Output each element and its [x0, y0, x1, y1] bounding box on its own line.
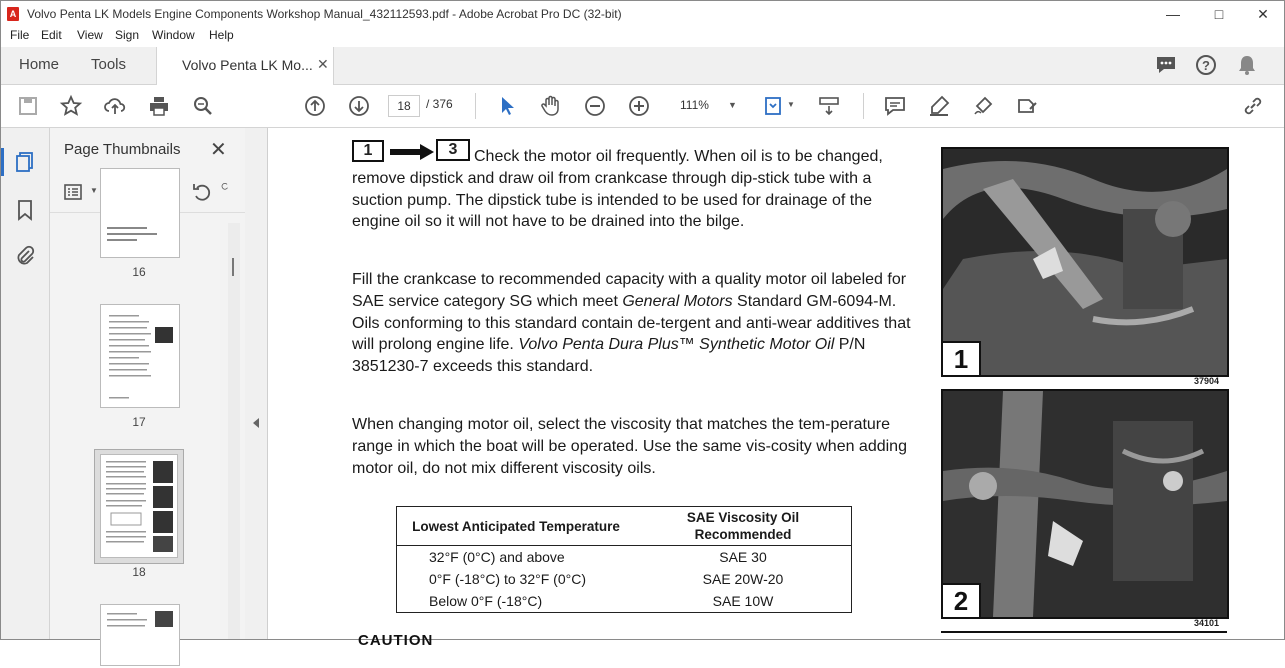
scrollbar-thumb[interactable]: [232, 258, 234, 276]
comment-icon[interactable]: [883, 94, 907, 118]
thumbnail-page[interactable]: [100, 168, 180, 258]
table-row: [397, 568, 852, 590]
save-icon[interactable]: [16, 94, 40, 118]
table-cell: 32°F (0°C) and above: [429, 549, 565, 565]
fit-page-icon[interactable]: [761, 94, 785, 118]
bookmark-star-icon[interactable]: [59, 94, 83, 118]
chevron-down-icon[interactable]: ▼: [90, 186, 98, 195]
minimize-icon[interactable]: —: [1166, 6, 1180, 22]
notification-bell-icon[interactable]: [1235, 53, 1259, 77]
toolbar-divider: [863, 93, 864, 119]
panel-title: Page Thumbnails: [64, 141, 181, 158]
table-cell: SAE 30: [719, 549, 767, 565]
engine-photo: [941, 389, 1229, 619]
paragraph-oil-spec: [352, 269, 912, 378]
photo-caption: 37904: [1194, 376, 1220, 386]
maximize-icon[interactable]: □: [1214, 6, 1224, 22]
comment-icon[interactable]: [1154, 53, 1178, 77]
engine-photo: [941, 147, 1229, 377]
rotate-cw-icon[interactable]: [220, 180, 230, 204]
para-text: P/N 3851230-7 exceeds this standard.: [352, 336, 866, 376]
para-text: Fill the crankcase to recommended capacity with a quality motor oil labeled for SAE service category SG which meet: [352, 271, 907, 310]
table-header-cell: SAE Viscosity Oil Recommended: [635, 507, 852, 546]
tab-document-label: Volvo Penta LK Mo...: [182, 57, 313, 73]
svg-text:?: ?: [1202, 58, 1210, 73]
page-total: / 376: [426, 97, 453, 111]
active-indicator: [1, 148, 4, 176]
title-bar: [1, 1, 1284, 27]
photo-number: 2: [943, 583, 981, 617]
zoom-in-icon[interactable]: [627, 94, 651, 118]
thumbnail-label: 18: [132, 565, 146, 579]
navigation-rail: [1, 128, 50, 639]
window-title: Volvo Penta LK Models Engine Components Workshop Manual_432112593.pdf - Adobe Acrobat Pro DC (32-bit): [27, 7, 622, 21]
fit-dropdown-icon[interactable]: ▼: [787, 100, 795, 109]
select-arrow-icon[interactable]: [495, 94, 519, 118]
highlight-pen-icon[interactable]: [927, 94, 951, 118]
page-up-icon[interactable]: [303, 94, 327, 118]
tab-bar: [1, 47, 1284, 85]
photo-number: 1: [943, 341, 981, 375]
thumbnail-page[interactable]: [100, 604, 180, 666]
panel-splitter[interactable]: [245, 128, 268, 639]
thumbnail-label: 16: [132, 265, 146, 279]
scroll-mode-icon[interactable]: [817, 94, 841, 118]
table-cell: SAE 20W-20: [702, 571, 784, 587]
table-row: [397, 546, 852, 569]
table-header-cell: Lowest Anticipated Temperature: [397, 507, 636, 546]
photo-caption: 34101: [1194, 618, 1220, 628]
close-panel-icon[interactable]: ✕: [210, 139, 227, 161]
paragraph-viscosity: When changing motor oil, select the viscosity that matches the tem-perature range in which the boat will be operated. Use the same vis-cosity when adding motor oil, do not mix different viscosity oils.: [352, 416, 907, 477]
close-icon[interactable]: ✕: [1257, 6, 1269, 22]
acrobat-pdf-icon: A: [7, 7, 19, 21]
document-view[interactable]: [268, 128, 1284, 649]
thumbnails-panel: [50, 128, 245, 639]
page-thumbnails-icon[interactable]: [13, 150, 37, 174]
step-to-box: 3: [436, 139, 470, 161]
chevron-down-icon: ▼: [728, 100, 737, 110]
viscosity-table: [396, 506, 852, 613]
table-cell: 0°F (-18°C) to 32°F (0°C): [429, 571, 586, 587]
caution-heading: CAUTION: [358, 632, 434, 649]
para-text: Standard GM-6094-M. Oils conforming to this standard contain de-tergent and anti-wear additives that will prolong engine life.: [352, 292, 911, 354]
tab-home[interactable]: Home: [19, 56, 60, 73]
table-cell: Below 0°F (-18°C): [429, 593, 543, 609]
menu-window[interactable]: Window: [152, 28, 195, 42]
bookmarks-icon[interactable]: [13, 198, 37, 222]
share-link-icon[interactable]: [1241, 94, 1265, 118]
print-icon[interactable]: [147, 94, 171, 118]
menu-sign[interactable]: Sign: [115, 28, 140, 42]
paragraph-oil-check: Check the motor oil frequently. When oil is to be changed, remove dipstick and draw oil from crankcase through dip-stick tube with a suction pump. The dipstick tube is intended to be used for drainage of the engine oil so it will not have to be drained into the bilge.: [352, 148, 883, 231]
help-icon[interactable]: [1194, 53, 1218, 77]
step-from-box: 1: [352, 140, 384, 162]
menu-help[interactable]: Help: [209, 28, 234, 42]
para-italic: General Motors: [622, 292, 733, 310]
upload-icon[interactable]: [103, 94, 127, 118]
next-figure-border: [941, 631, 1227, 641]
options-menu-icon[interactable]: [62, 180, 86, 204]
zoom-level-select[interactable]: [672, 95, 750, 115]
collapse-arrow-icon[interactable]: [253, 418, 259, 428]
thumbnail-label: 17: [132, 415, 146, 429]
search-icon[interactable]: [191, 94, 215, 118]
page-number-input[interactable]: 18: [388, 95, 420, 117]
thumbnail-page-selected[interactable]: [100, 454, 178, 558]
thumbnail-list: [50, 218, 230, 639]
rotate-ccw-icon[interactable]: [190, 180, 214, 204]
toolbar-divider: [475, 93, 476, 119]
page-down-icon[interactable]: [347, 94, 371, 118]
fill-sign-icon[interactable]: [1015, 94, 1039, 118]
zoom-out-icon[interactable]: [583, 94, 607, 118]
menu-bar: [1, 27, 1284, 47]
table-row: [397, 590, 852, 613]
menu-file[interactable]: File: [10, 28, 30, 42]
close-tab-icon[interactable]: ✕: [317, 56, 329, 72]
attachments-icon[interactable]: [13, 244, 37, 268]
hand-icon[interactable]: [539, 94, 563, 118]
table-header-row: [397, 507, 852, 546]
tab-tools[interactable]: Tools: [91, 56, 127, 73]
zoom-level-value: 111%: [680, 98, 709, 112]
tab-document[interactable]: [156, 47, 334, 85]
main-toolbar: [1, 85, 1284, 128]
menu-view[interactable]: View: [77, 28, 103, 42]
thumbnail-page[interactable]: [100, 304, 180, 408]
menu-edit[interactable]: Edit: [41, 28, 62, 42]
panel-scrollbar[interactable]: [228, 223, 240, 639]
para-italic: Volvo Penta Dura Plus™ Synthetic Motor Oil: [518, 336, 835, 354]
draw-icon[interactable]: [971, 94, 995, 118]
table-cell: SAE 10W: [712, 593, 774, 609]
